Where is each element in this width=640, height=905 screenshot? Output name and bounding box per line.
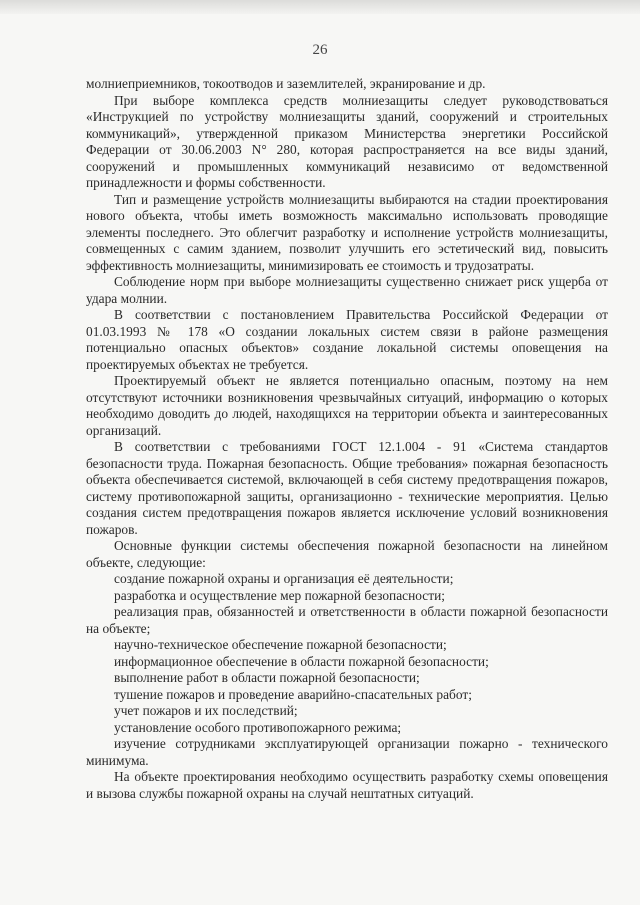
list-item: выполнение работ в области пожарной безопасности; <box>114 670 420 685</box>
paragraph-gost: В соответствии с требованиями ГОСТ 12.1.004 - 91 «Система стандартов безопасности труда. Пожарная безопасность. Общие требования» пожарная безопасность объекта обеспечивается системой, включающей в себя систему предотвращения пожаров, систему противопожарной защиты, организационно - технические мероприятия. Целью создания систем предотвращения пожаров является исключение условий возникновения пожаров. <box>86 439 608 537</box>
list-item: создание пожарной охраны и организация её деятельности; <box>114 571 454 586</box>
paragraph-government-decree: В соответствии с постановлением Правительства Российской Федерации от 01.03.1993 № 178 «О создании локальных систем связи в районе размещения потенциально опасных объектов» создание локальной системы оповещения на проектируемых объектах не требуется. <box>86 307 608 372</box>
paragraph-functions-intro: Основные функции системы обеспечения пожарной безопасности на линейном объекте, следующие: <box>86 538 608 570</box>
page-number: 26 <box>312 42 328 58</box>
list-item: разработка и осуществление мер пожарной безопасности; <box>114 587 445 603</box>
document-body <box>86 76 608 802</box>
paragraph-closing: На объекте проектирования необходимо осуществить разработку схемы оповещения и вызова службы пожарной охраны на случай нештатных ситуаций. <box>86 769 608 801</box>
paragraph-not-hazardous: Проектируемый объект не является потенциально опасным, поэтому на нем отсутствуют источники возникновения чрезвычайных ситуаций, информацию о которых необходимо доводить до людей, находящихся на территории объекта и заинтересованных организаций. <box>86 373 608 438</box>
paragraph-lightning-norms: Соблюдение норм при выборе молниезащиты существенно снижает риск ущерба от удара молнии. <box>86 274 608 306</box>
paragraph-continuation: молниеприемников, токоотводов и заземлителей, экранирование и др. <box>86 76 486 91</box>
list-item: реализация прав, обязанностей и ответственности в области пожарной безопасности на объекте; <box>86 604 608 636</box>
list-item: тушение пожаров и проведение аварийно-спасательных работ; <box>114 686 472 702</box>
scan-edge <box>0 0 640 14</box>
list-item: научно-техническое обеспечение пожарной безопасности; <box>114 637 447 652</box>
list-item: установление особого противопожарного режима; <box>114 719 402 735</box>
paragraph-lightning-design: Тип и размещение устройств молниезащиты выбираются на стадии проектирования нового объекта, чтобы иметь возможность максимально использовать проводящие элементы последнего. Это облегчит разработку и исполнение устройств молниезащиты, совмещенных с самим зданием, позволит улучшить его эстетический вид, повысить эффективность молниезащиты, минимизировать ее стоимость и трудозатраты. <box>86 191 608 273</box>
list-item: учет пожаров и их последствий; <box>114 703 298 718</box>
paragraph-lightning-instruction: При выборе комплекса средств молниезащиты следует руководствоваться «Инструкцией по устройству молниезащиты зданий, сооружений и строительных коммуникаций», утвержденной приказом Министерства энергетики Российской Федерации от 30.06.2003 N° 280, которая распространяется на все виды зданий, сооружений и промышленных коммуникаций независимо от ведомственной принадлежности и формы собственности. <box>86 92 608 190</box>
list-item: изучение сотрудниками эксплуатирующей организации пожарно - технического минимума. <box>86 736 608 768</box>
list-item: информационное обеспечение в области пожарной безопасности; <box>114 653 489 669</box>
